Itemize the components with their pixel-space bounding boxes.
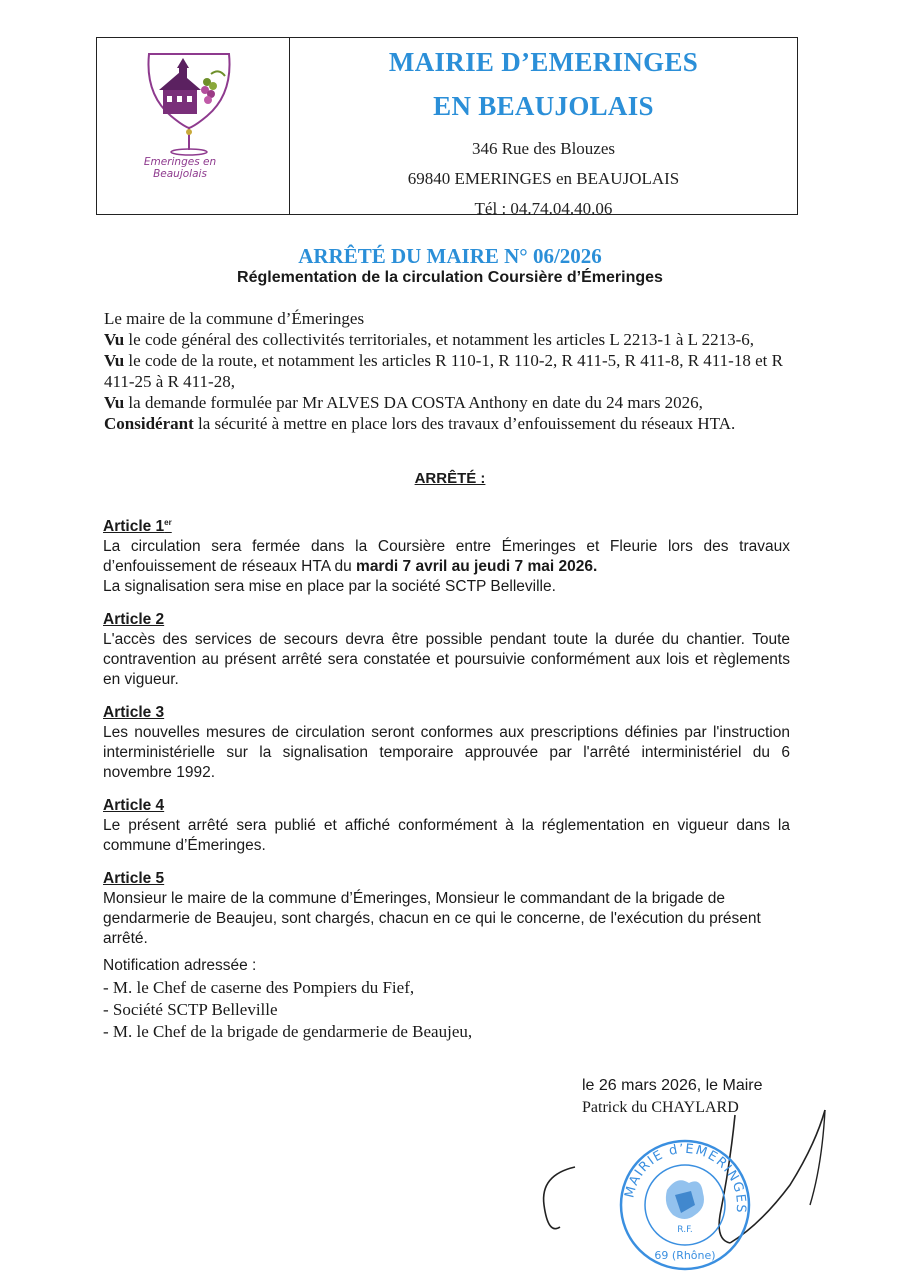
signature-date-text: le 26 mars 2026, le Maire (582, 1077, 763, 1094)
article-3-body: Les nouvelles mesures de circulation seront conformes aux prescriptions définies par l'instruction interministérielle sur la signalisation temporaire approuvée par l'arrêté interministériel du 6 novembre 1992. (103, 724, 790, 782)
signature-date (582, 1075, 763, 1097)
mairie-info (290, 38, 797, 218)
article-1-title-text: Article 1 (103, 518, 165, 536)
article-5-title: Article 5 (103, 870, 165, 888)
article-1-body (103, 537, 790, 577)
article-4 (103, 796, 790, 856)
article-1-text: La circulation sera fermée dans la Coursière entre Émeringes et Fleurie lors des travaux d’enfouissement de réseaux HTA du (103, 538, 790, 576)
article-3 (103, 703, 790, 783)
article-2-title: Article 2 (103, 611, 165, 629)
article-1-dates: mardi 7 avril au jeudi 7 mai 2026. (356, 558, 598, 576)
visa-1 (104, 329, 792, 350)
visa-2-text: le code de la route, et notamment les articles R 110-1, R 110-2, R 411-5, R 411-8, R 411-18 et R 411-25 à R 411-28, (104, 351, 783, 391)
notification-recipient: - M. le Chef de caserne des Pompiers du Fief, (103, 978, 415, 997)
notification-label: Notification adressée : (103, 957, 257, 974)
letterhead (96, 37, 798, 218)
stamp-dept: 69 (Rhône) (654, 1249, 716, 1262)
visa-1-keyword: Vu (104, 330, 125, 349)
logo-cell (97, 38, 290, 214)
visa-1-text: le code général des collectivités territoriales, et notamment les articles L 2213-1 à L 2213-6, (124, 330, 755, 349)
notification-list (103, 977, 703, 1043)
mairie-title-line1: MAIRIE D’EMERINGES (388, 47, 699, 77)
stamp-rf: R.F. (677, 1225, 693, 1235)
article-3-title: Article 3 (103, 704, 165, 722)
article-5-body: Monsieur le maire de la commune d’Émeringes, Monsieur le commandant de la brigade de gendarmerie de Beaujeu, sont chargés, chacun en ce qui le concerne, de l'exécution du présent arrêté. (103, 890, 761, 948)
article-2 (103, 610, 790, 690)
articles-section (103, 513, 790, 962)
article-4-body: Le présent arrêté sera publié et affiché conformément à la réglementation en vigueur dans la commune d’Émeringes. (103, 817, 790, 855)
article-1-title-sup: er (164, 518, 172, 527)
phone-number: Tél : 04.74.04.40.06 (474, 199, 613, 218)
visa-2 (104, 350, 792, 392)
visa-3-keyword: Vu (104, 393, 125, 412)
stamp-ring-textpath: MAIRIE d’EMERINGES (622, 1141, 749, 1215)
considerant (104, 413, 792, 434)
visa-3-text: la demande formulée par Mr ALVES DA COSTA Anthony en date du 24 mars 2026, (124, 393, 703, 412)
article-4-title: Article 4 (103, 797, 165, 815)
article-1-body-2: La signalisation sera mise en place par la société SCTP Belleville. (103, 578, 556, 596)
address-line1: 346 Rue des Blouzes (471, 139, 616, 158)
arrete-subtitle: Réglementation de la circulation Coursière d’Émeringes (237, 269, 663, 286)
notification-recipient: - Société SCTP Belleville (103, 1000, 278, 1019)
article-1-title (103, 513, 790, 537)
notification-section (103, 955, 703, 1043)
article-2-body: L'accès des services de secours devra être possible pendant toute la durée du chantier. Toute contravention au présent arrêté sera constatée et poursuivie conformément aux lois et règlements en vigueur. (103, 631, 790, 689)
notification-recipient: - M. le Chef de la brigade de gendarmerie de Beaujeu, (103, 1022, 473, 1041)
visas-intro: Le maire de la commune d’Émeringes (104, 309, 365, 328)
logo-caption: Emeringes en Beaujolais (143, 156, 217, 180)
mairie-title-line2: EN BEAUJOLAIS (433, 91, 654, 121)
visa-2-keyword: Vu (104, 351, 125, 370)
considerant-text: la sécurité à mettre en place lors des travaux d’enfouissement du réseaux HTA. (193, 414, 736, 433)
arrete-title: ARRÊTÉ DU MAIRE N° 06/2026 (298, 244, 602, 268)
article-5 (103, 869, 790, 949)
considerant-keyword: Considérant (104, 414, 194, 433)
wine-glass-logo (129, 46, 249, 156)
address-line2: 69840 EMERINGES en BEAUJOLAIS (407, 169, 680, 188)
arrete-heading: ARRÊTÉ : (414, 470, 486, 487)
article-1 (103, 513, 790, 597)
mairie-stamp (615, 1135, 755, 1273)
visas-section (104, 308, 792, 434)
visa-3 (104, 392, 792, 413)
signatory-name: Patrick du CHAYLARD (582, 1099, 739, 1116)
